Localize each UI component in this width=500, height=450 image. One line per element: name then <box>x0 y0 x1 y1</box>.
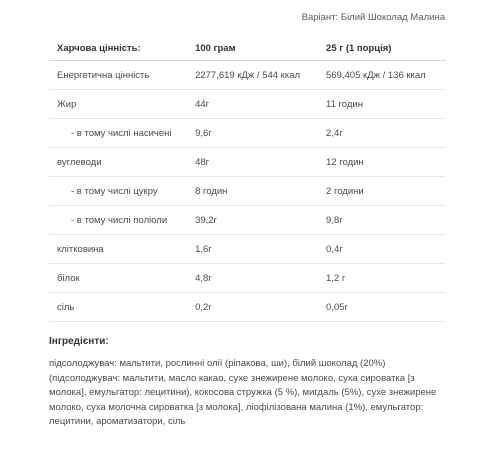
nutrient-name: Енергетична цінність <box>49 61 187 90</box>
value-per-100g: 8 годин <box>187 177 318 206</box>
nutrient-name: - в тому числі цукру <box>49 177 187 206</box>
nutrient-name: - в тому числі поліоли <box>49 206 187 235</box>
value-per-100g: 1,6г <box>187 235 318 264</box>
nutrient-name: Жир <box>49 90 187 119</box>
table-row <box>49 119 446 148</box>
value-per-serving: 0,4г <box>318 235 446 264</box>
table-row <box>49 148 446 177</box>
value-per-serving: 2,4г <box>318 119 446 148</box>
nutrient-name: - в тому числі насичені <box>49 119 187 148</box>
value-per-100g: 44г <box>187 90 318 119</box>
value-per-serving: 2 години <box>318 177 446 206</box>
value-per-serving: 9,8г <box>318 206 446 235</box>
header-nutrition-value: Харчова цінність: <box>49 37 187 61</box>
table-row <box>49 61 446 90</box>
header-per-serving: 25 г (1 порція) <box>318 37 446 61</box>
table-row <box>49 90 446 119</box>
nutrient-name: білок <box>49 264 187 293</box>
nutrient-name: вуглеводи <box>49 148 187 177</box>
nutrient-name: клітковина <box>49 235 187 264</box>
nutrition-table <box>49 37 446 322</box>
value-per-serving: 0,05г <box>318 293 446 322</box>
nutrient-name: сіль <box>49 293 187 322</box>
ingredients-title: Інгредієнти: <box>49 336 109 347</box>
value-per-100g: 0,2г <box>187 293 318 322</box>
table-row <box>49 177 446 206</box>
ingredients-text: підсолоджувач: мальтити, рослинні олії (ріпакова, ши), білий шоколад (20%) (підсолоджувач: мальтити, масло какао, сухе знежирене молоко, суха сироватка [з молока], емульгатор: лецитини), кокосова стружка (5 %), мигдаль (5%), сухе знежирене молоко, суха молочна сироватка [з молока], ліофілізована малина (1%), емульгатор: лецитини, ароматизатори, сіль <box>49 358 437 427</box>
table-row <box>49 206 446 235</box>
value-per-100g: 39,2г <box>187 206 318 235</box>
value-per-100g: 4,8г <box>187 264 318 293</box>
table-row <box>49 235 446 264</box>
variant-label: Варіант: Білий Шоколад Малина <box>301 12 445 23</box>
value-per-100g: 2277,619 кДж / 544 ккал <box>187 61 318 90</box>
value-per-serving: 12 годин <box>318 148 446 177</box>
table-row <box>49 264 446 293</box>
value-per-serving: 569,405 кДж / 136 ккал <box>318 61 446 90</box>
header-per-100g: 100 грам <box>187 37 318 61</box>
value-per-serving: 11 годин <box>318 90 446 119</box>
value-per-100g: 48г <box>187 148 318 177</box>
value-per-serving: 1,2 г <box>318 264 446 293</box>
value-per-100g: 9,6г <box>187 119 318 148</box>
table-row <box>49 293 446 322</box>
table-header-row <box>49 37 446 61</box>
